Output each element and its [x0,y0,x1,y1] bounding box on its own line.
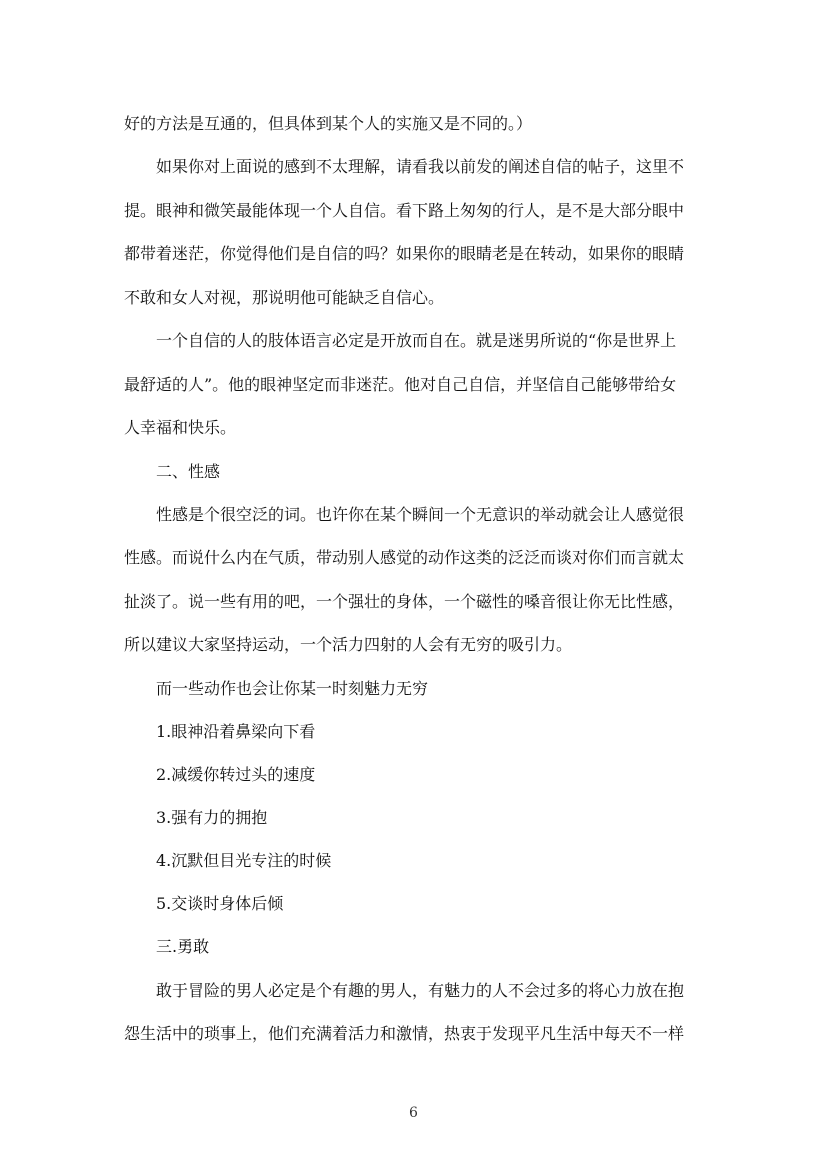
list-item: 4.沉默但目光专注的时候 [156,851,332,870]
list-item: 3.强有力的拥抱 [156,808,268,827]
paragraph-line: 性感。而说什么内在气质，带动别人感觉的动作这类的泛泛而谈对你们而言就太 [124,548,685,567]
paragraph-line: 如果你对上面说的感到不太理解，请看我以前发的阐述自信的帖子，这里不 [156,157,685,176]
paragraph-line: 性感是个很空泛的词。也许你在某个瞬间一个无意识的举动就会让人感觉很 [156,505,685,524]
paragraph-line: 扯淡了。说一些有用的吧，一个强壮的身体，一个磁性的嗓音很让你无比性感， [124,592,685,611]
paragraph-line: 怨生活中的琐事上，他们充满着活力和激情，热衷于发现平凡生活中每天不一样 [124,1024,685,1043]
paragraph-line: 不敢和女人对视，那说明他可能缺乏自信心。 [124,288,445,307]
paragraph-line: 都带着迷茫，你觉得他们是自信的吗？如果你的眼睛老是在转动，如果你的眼睛 [124,244,685,263]
paragraph-line: 提。眼神和微笑最能体现一个人自信。看下路上匆匆的行人，是不是大部分眼中 [124,201,685,220]
section-heading: 三.勇敢 [156,937,210,956]
paragraph-line: 所以建议大家坚持运动，一个活力四射的人会有无穷的吸引力。 [124,635,573,654]
list-item: 2.减缓你转过头的速度 [156,765,316,784]
paragraph-line: 人幸福和快乐。 [124,418,237,437]
list-item: 5.交谈时身体后倾 [156,894,284,913]
paragraph-line: 最舒适的人”。他的眼神坚定而非迷茫。他对自己自信，并坚信自己能够带给女 [124,375,677,394]
paragraph-line: 一个自信的人的肢体语言必定是开放而自在。就是迷男所说的“你是世界上 [156,331,677,350]
paragraph-line: 而一些动作也会让你某一时刻魅力无穷 [156,679,429,698]
page-number: 6 [409,1105,418,1121]
paragraph-line: 敢于冒险的男人必定是个有趣的男人，有魅力的人不会过多的将心力放在抱 [156,981,685,1000]
paragraph-line: 好的方法是互通的，但具体到某个人的实施又是不同的。） [124,114,533,133]
section-heading: 二、性感 [156,462,221,481]
list-item: 1.眼神沿着鼻梁向下看 [156,722,316,741]
